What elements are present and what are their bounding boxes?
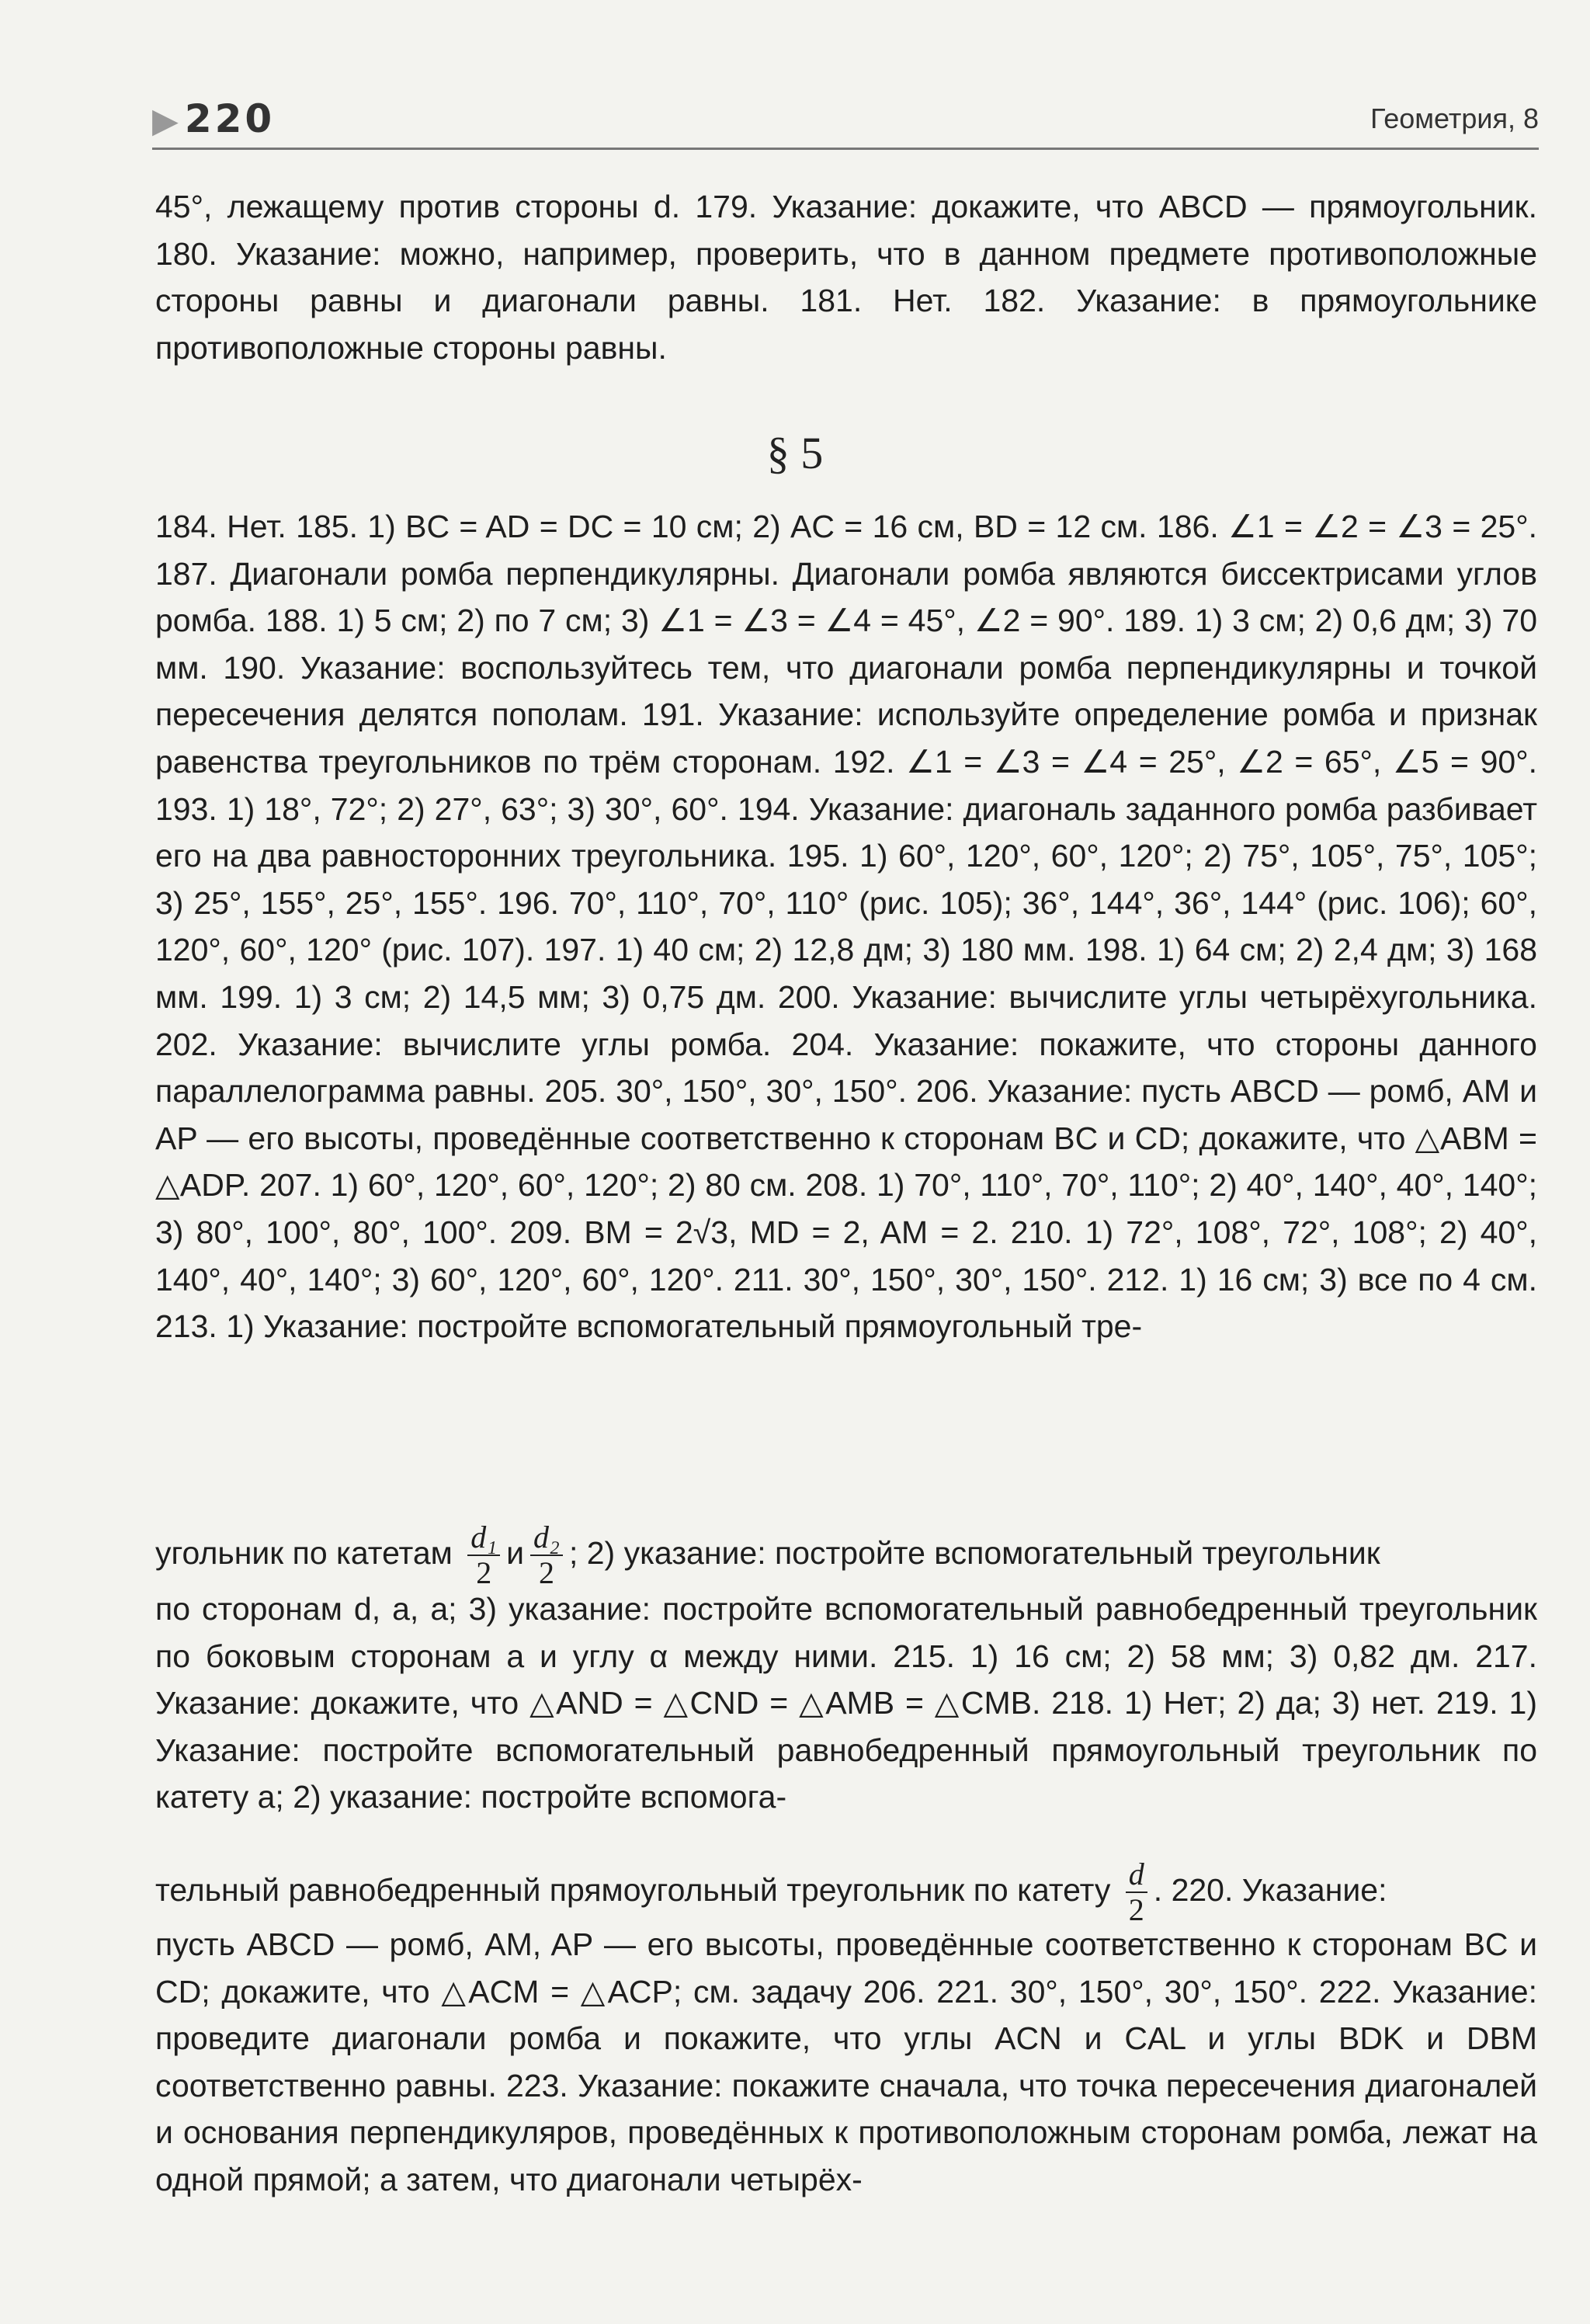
- section-title: § 5: [766, 428, 824, 478]
- page-header: [152, 93, 1539, 150]
- answers-block-1: 184. Нет. 185. 1) BC = AD = DC = 10 см; 2) AC = 16 см, BD = 12 см. 186. ∠1 = ∠2 = ∠3 = 25°. 187. Диагонали ромба перпендикулярны. Диагонали ромба являются биссектрисами углов ромба. 188. 1) 5 см; 2) по 7 см; 3) ∠1 = ∠3 = ∠4 = 45°, ∠2 = 90°. 189. 1) 3 см; 2) 0,6 дм; 3) 70 мм. 190. Указание: воспользуйтесь тем, что диагонали ромба перпендикулярны и точкой пересечения делятся пополам. 191. Указание: используйте определение ромба и признак равенства треугольников по трём сторонам. 192. ∠1 = ∠3 = ∠4 = 25°, ∠2 = 65°, ∠5 = 90°. 193. 1) 18°, 72°; 2) 27°, 63°; 3) 30°, 60°. 194. Указание: диагональ заданного ромба разбивает его на два равносторонних треугольника. 195. 1) 60°, 120°, 60°, 120°; 2) 75°, 105°, 75°, 105°; 3) 25°, 155°, 25°, 155°. 196. 70°, 110°, 70°, 110° (рис. 105); 36°, 144°, 36°, 144° (рис. 106); 60°, 120°, 60°, 120° (рис. 107). 197. 1) 40 см; 2) 12,8 дм; 3) 180 мм. 198. 1) 64 см; 2) 2,4 дм; 3) 168 мм. 199. 1) 3 см; 2) 14,5 мм; 3) 0,75 дм. 200. Указание: вычислите углы четырёхугольника. 202. Указание: вычислите углы ромба. 204. Указание: покажите, что стороны данного параллелограмма равны. 205. 30°, 150°, 30°, 150°. 206. Указание: пусть ABCD — ромб, AM и AP — его высоты, проведённые соответственно к сторонам BC и CD; докажите, что △ABM = △ADP. 207. 1) 60°, 120°, 60°, 120°; 2) 80 см. 208. 1) 70°, 110°, 70°, 110°; 2) 40°, 140°, 40°, 140°; 3) 80°, 100°, 80°, 100°. 209. BM = 2√3, MD = 2, AM = 2. 210. 1) 72°, 108°, 72°, 108°; 2) 40°, 140°, 40°, 140°; 3) 60°, 120°, 60°, 120°. 211. 30°, 150°, 30°, 150°. 212. 1) 16 см; 3) все по 4 см. 213. 1) Указание: постройте вспомогательный прямоугольный тре-: [155, 509, 1537, 1345]
- intro-paragraph: 45°, лежащему против стороны d. 179. Указание: докажите, что ABCD — прямоугольник. 180. Указание: можно, например, проверить, что в данном предмете противоположные стороны равны и диагонали равны. 181. Нет. 182. Указание: в прямоугольнике противоположные стороны равны.: [155, 189, 1537, 366]
- fraction-denominator: 2: [1128, 1892, 1144, 1927]
- answers-block-2: по сторонам d, a, a; 3) указание: постройте вспомогательный равнобедренный треугольник по боковым сторонам a и углу α между ними. 215. 1) 16 см; 2) 58 мм; 3) 0,82 дм. 217. Указание: докажите, что △AND = △CND = △AMB = △CMB. 218. 1) Нет; 2) да; 3) нет. 219. 1) Указание: постройте вспомогательный равнобедренный прямоугольный треугольник по катету a; 2) указание: постройте вспомога-: [155, 1591, 1537, 1815]
- frac-line-1-left: [155, 1520, 1380, 1590]
- fraction-denominator: 2: [539, 1555, 554, 1590]
- fraction-d2-over-2: [530, 1520, 563, 1590]
- fraction-d1-over-2: [467, 1520, 500, 1590]
- frac-line-1-rest: ; 2) указание: постройте вспомогательный треугольник: [568, 1534, 1380, 1571]
- running-title: Геометрия, 8: [1370, 102, 1539, 134]
- frac-line-2-rest: . 220. Указание:: [1153, 1871, 1387, 1908]
- answers-block-3: пусть ABCD — ромб, AM, AP — его высоты, проведённые соответственно к сторонам BC и CD; докажите, что △ACM = △ACP; см. задачу 206. 221. 30°, 150°, 30°, 150°. 222. Указание: проведите диагонали ромба и покажите, что углы ACN и CAL и углы BDK и DBM соответственно равны. 223. Указание: покажите сначала, что точка пересечения диагоналей и основания перпендикуляров, проведённых к противоположным сторонам ромба, лежат на одной прямой; а затем, что диагонали четырёх-: [155, 1926, 1537, 2197]
- fraction-d-over-2: [1126, 1857, 1147, 1927]
- page-marker-icon: ▶: [152, 101, 182, 141]
- frac-line-2-text: тельный равнобедренный прямоугольный треугольник по катету: [155, 1871, 1111, 1908]
- frac-line-2: [155, 1857, 1387, 1927]
- fraction-numerator: d: [1126, 1857, 1147, 1893]
- fraction-numerator: d₁: [467, 1520, 500, 1556]
- conjunction: и: [506, 1534, 525, 1571]
- page-number: [152, 96, 275, 141]
- fraction-denominator: 2: [476, 1555, 492, 1590]
- page-number-text: 220: [184, 96, 276, 141]
- frac-line-1-text: угольник по катетам: [155, 1534, 453, 1571]
- fraction-numerator: d₂: [530, 1520, 563, 1556]
